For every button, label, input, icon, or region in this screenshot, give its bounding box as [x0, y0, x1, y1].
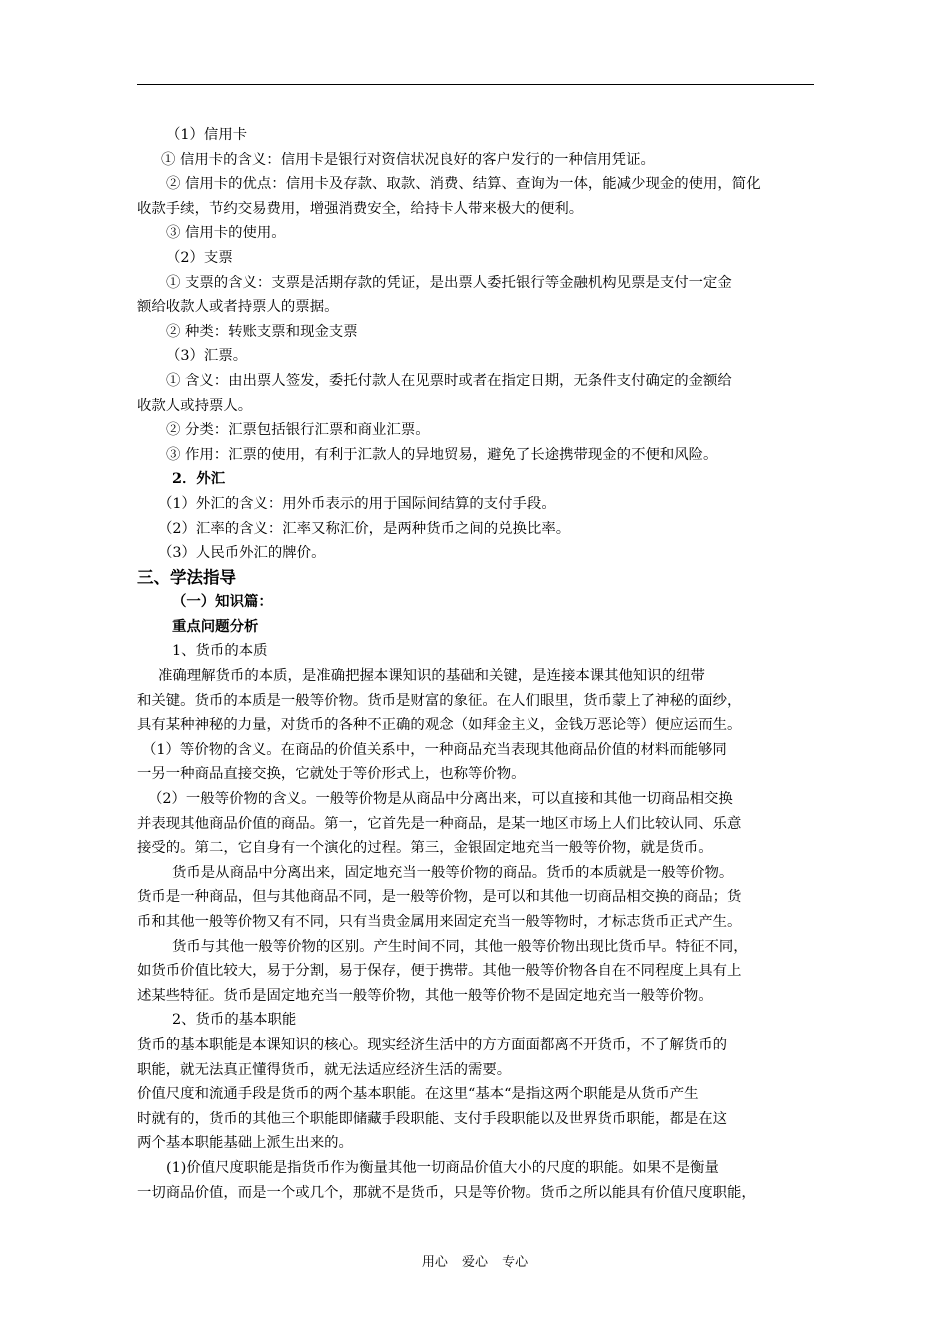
paragraph: 货币是一种商品，但与其他商品不同，是一般等价物，是可以和其他一切商品相交换的商品；货 [137, 889, 742, 906]
paragraph: 收款人或持票人。 [137, 397, 253, 414]
subheading-key-analysis: 重点问题分析 [172, 618, 259, 635]
paragraph: ② 信用卡的优点：信用卡及存款、取款、消费、结算、查询为一体，能减少现金的使用，简化 [166, 176, 761, 193]
paragraph: （1）等价物的含义。在商品的价值关系中，一种商品充当表现其他商品价值的材料而能够同 [142, 741, 727, 758]
paragraph: （2）汇率的含义：汇率又称汇价，是两种货币之间的兑换比率。 [158, 520, 571, 537]
paragraph: ② 种类：转账支票和现金支票 [166, 323, 358, 340]
subheading-draft: （3）汇票。 [166, 348, 248, 365]
subheading-check: （2）支票 [166, 249, 233, 266]
paragraph: （1）外汇的含义：用外币表示的用于国际间结算的支付手段。 [158, 495, 556, 512]
paragraph: 额给收款人或者持票人的票据。 [137, 299, 339, 316]
paragraph: ③ 作用：汇票的使用，有利于汇款人的异地贸易，避免了长途携带现金的不便和风险。 [166, 446, 718, 463]
subheading-basic-functions: 2、货币的基本职能 [172, 1012, 297, 1029]
paragraph: 货币是从商品中分离出来，固定地充当一般等价物的商品。货币的本质就是一般等价物。 [172, 864, 734, 881]
paragraph: 职能，就无法真正懂得货币，就无法适应经济生活的需要。 [137, 1061, 512, 1078]
subheading-credit-card: （1）信用卡 [166, 127, 248, 143]
paragraph: 接受的。第二，它自身有一个演化的过程。第三，金银固定地充当一般等价物，就是货币。 [137, 840, 713, 857]
section-heading-study-guide: 三、学法指导 [137, 567, 236, 587]
paragraph: 收款手续，节约交易费用，增强消费安全，给持卡人带来极大的便利。 [137, 200, 584, 217]
paragraph: 和关键。货币的本质是一般等价物。货币是财富的象征。在人们眼里，货币蒙上了神秘的面纱， [137, 692, 742, 709]
paragraph: 准确理解货币的本质，是准确把握本课知识的基础和关键，是连接本课其他知识的纽带 [158, 668, 705, 685]
paragraph: 具有某种神秘的力量，对货币的各种不正确的观念（如拜金主义，金钱万恶论等）便应运而生。 [137, 717, 742, 734]
paragraph: 两个基本职能基础上派生出来的。 [137, 1135, 353, 1152]
paragraph: 货币的基本职能是本课知识的核心。现实经济生活中的方方面面都离不开货币，不了解货币的 [137, 1036, 728, 1053]
paragraph: （2）一般等价物的含义。一般等价物是从商品中分离出来，可以直接和其他一切商品相交换 [148, 791, 733, 808]
subheading-knowledge: （一）知识篇： [172, 594, 273, 611]
paragraph: 并表现其他商品价值的商品。第一，它首先是一种商品，是某一地区市场上人们比较认同、乐意 [137, 815, 742, 832]
document-body [137, 123, 817, 1205]
paragraph: ① 含义：由出票人签发，委托付款人在见票时或者在指定日期，无条件支付确定的金额给 [166, 372, 732, 389]
paragraph: （3）人民币外汇的牌价。 [158, 545, 326, 562]
paragraph: 价值尺度和流通手段是货币的两个基本职能。在这里“基本“是指这两个职能是从货币产生 [137, 1086, 699, 1103]
paragraph: 货币与其他一般等价物的区别。产生时间不同，其他一般等价物出现比货币早。特征不同， [172, 938, 748, 955]
paragraph: ③ 信用卡的使用。 [166, 225, 286, 242]
paragraph: 时就有的，货币的其他三个职能即储藏手段职能、支付手段职能以及世界货币职能，都是在这 [137, 1110, 728, 1127]
subheading-money-essence: 1、货币的本质 [172, 643, 268, 660]
paragraph: 一切商品价值，而是一个或几个，那就不是货币，只是等价物。货币之所以能具有价值尺度职能， [137, 1184, 756, 1201]
paragraph: 如货币价值比较大，易于分割，易于保存，便于携带。其他一般等价物各自在不同程度上具有上 [137, 963, 742, 980]
paragraph: 币和其他一般等价物又有不同，只有当贵金属用来固定充当一般等物时，才标志货币正式产生。 [137, 914, 742, 930]
paragraph: (1)价值尺度职能是指货币作为衡量其他一切商品价值大小的尺度的职能。如果不是衡量 [166, 1159, 719, 1176]
page-footer: 用心 爱心 专心 [421, 1255, 529, 1270]
paragraph: 述某些特征。货币是固定地充当一般等价物，其他一般等价物不是固定地充当一般等价物。 [137, 987, 713, 1004]
paragraph: ① 支票的含义：支票是活期存款的凭证，是出票人委托银行等金融机构见票是支付一定金 [166, 274, 732, 291]
header-rule [137, 84, 814, 85]
paragraph: ① 信用卡的含义：信用卡是银行对资信状况良好的客户发行的一种信用凭证。 [161, 151, 655, 168]
section-heading-foreign-exchange: 2．外汇 [172, 470, 226, 488]
paragraph: 一另一种商品直接交换，它就处于等价形式上，也称等价物。 [137, 766, 526, 783]
paragraph: ② 分类：汇票包括银行汇票和商业汇票。 [166, 422, 430, 439]
